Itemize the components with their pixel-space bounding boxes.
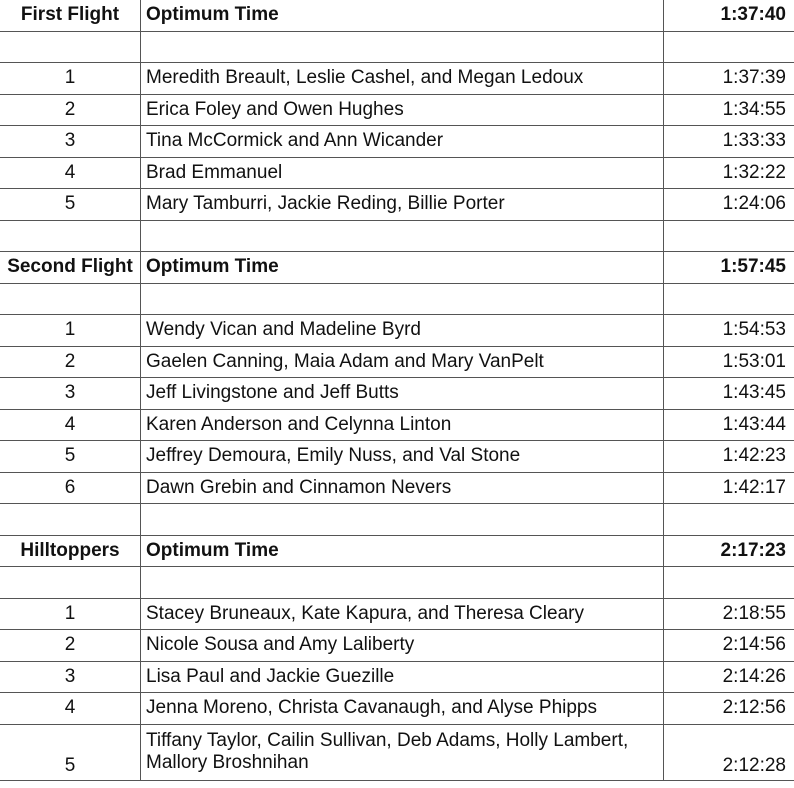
section-header-row xyxy=(0,0,794,32)
place-cell: 5 xyxy=(0,725,141,781)
empty-cell xyxy=(0,221,141,253)
place-cell: 4 xyxy=(0,158,141,190)
empty-cell xyxy=(664,504,794,536)
time-cell: 2:14:26 xyxy=(664,662,794,694)
time-cell: 2:14:56 xyxy=(664,630,794,662)
time-cell: 1:43:45 xyxy=(664,378,794,410)
optimum-time-value: 1:57:45 xyxy=(664,252,794,284)
table-row xyxy=(0,473,794,505)
empty-cell xyxy=(0,504,141,536)
empty-cell xyxy=(664,567,794,599)
team-cell: Brad Emmanuel xyxy=(141,158,664,190)
time-cell: 1:42:23 xyxy=(664,441,794,473)
optimum-time-value: 2:17:23 xyxy=(664,536,794,568)
place-cell: 3 xyxy=(0,378,141,410)
table-row xyxy=(0,410,794,442)
empty-cell xyxy=(664,284,794,316)
team-cell: Mary Tamburri, Jackie Reding, Billie Porter xyxy=(141,189,664,221)
empty-cell xyxy=(141,504,664,536)
optimum-time-label: Optimum Time xyxy=(141,0,664,32)
team-cell: Tina McCormick and Ann Wicander xyxy=(141,126,664,158)
time-cell: 1:24:06 xyxy=(664,189,794,221)
place-cell: 3 xyxy=(0,126,141,158)
time-cell: 2:12:28 xyxy=(664,725,794,781)
empty-cell xyxy=(0,567,141,599)
table-row xyxy=(0,95,794,127)
table-row xyxy=(0,158,794,190)
team-cell: Lisa Paul and Jackie Guezille xyxy=(141,662,664,694)
table-row xyxy=(0,441,794,473)
time-cell: 2:12:56 xyxy=(664,693,794,725)
empty-row xyxy=(0,567,794,599)
flight-name: First Flight xyxy=(0,0,141,32)
team-cell: Dawn Grebin and Cinnamon Nevers xyxy=(141,473,664,505)
empty-cell xyxy=(141,32,664,64)
empty-row xyxy=(0,284,794,316)
table-row xyxy=(0,599,794,631)
table-row xyxy=(0,725,794,781)
time-cell: 2:18:55 xyxy=(664,599,794,631)
empty-cell xyxy=(0,284,141,316)
time-cell: 1:53:01 xyxy=(664,347,794,379)
team-cell: Tiffany Taylor, Cailin Sullivan, Deb Adams, Holly Lambert, Mallory Broshnihan xyxy=(141,725,664,781)
optimum-time-value: 1:37:40 xyxy=(664,0,794,32)
table-row xyxy=(0,189,794,221)
team-cell: Jenna Moreno, Christa Cavanaugh, and Alyse Phipps xyxy=(141,693,664,725)
time-cell: 1:42:17 xyxy=(664,473,794,505)
place-cell: 2 xyxy=(0,95,141,127)
time-cell: 1:54:53 xyxy=(664,315,794,347)
table-row xyxy=(0,347,794,379)
table-row xyxy=(0,630,794,662)
time-cell: 1:37:39 xyxy=(664,63,794,95)
table-row xyxy=(0,693,794,725)
empty-cell xyxy=(0,32,141,64)
section-header-row xyxy=(0,252,794,284)
team-cell: Wendy Vican and Madeline Byrd xyxy=(141,315,664,347)
empty-cell xyxy=(141,221,664,253)
table-row xyxy=(0,315,794,347)
empty-row xyxy=(0,32,794,64)
team-cell: Nicole Sousa and Amy Laliberty xyxy=(141,630,664,662)
team-cell: Karen Anderson and Celynna Linton xyxy=(141,410,664,442)
flight-name: Second Flight xyxy=(0,252,141,284)
place-cell: 1 xyxy=(0,599,141,631)
empty-cell xyxy=(664,221,794,253)
empty-cell xyxy=(141,567,664,599)
time-cell: 1:43:44 xyxy=(664,410,794,442)
place-cell: 2 xyxy=(0,347,141,379)
team-cell: Gaelen Canning, Maia Adam and Mary VanPelt xyxy=(141,347,664,379)
empty-row xyxy=(0,504,794,536)
flight-name: Hilltoppers xyxy=(0,536,141,568)
optimum-time-label: Optimum Time xyxy=(141,252,664,284)
time-cell: 1:34:55 xyxy=(664,95,794,127)
table-row xyxy=(0,378,794,410)
place-cell: 5 xyxy=(0,441,141,473)
time-cell: 1:32:22 xyxy=(664,158,794,190)
team-cell: Jeff Livingstone and Jeff Butts xyxy=(141,378,664,410)
table-row xyxy=(0,126,794,158)
team-cell: Erica Foley and Owen Hughes xyxy=(141,95,664,127)
empty-row xyxy=(0,221,794,253)
place-cell: 4 xyxy=(0,693,141,725)
table-row xyxy=(0,662,794,694)
section-header-row xyxy=(0,536,794,568)
place-cell: 4 xyxy=(0,410,141,442)
empty-cell xyxy=(141,284,664,316)
place-cell: 6 xyxy=(0,473,141,505)
time-cell: 1:33:33 xyxy=(664,126,794,158)
place-cell: 1 xyxy=(0,63,141,95)
place-cell: 5 xyxy=(0,189,141,221)
table-row xyxy=(0,63,794,95)
optimum-time-label: Optimum Time xyxy=(141,536,664,568)
team-cell: Meredith Breault, Leslie Cashel, and Megan Ledoux xyxy=(141,63,664,95)
place-cell: 3 xyxy=(0,662,141,694)
empty-cell xyxy=(664,32,794,64)
team-cell: Jeffrey Demoura, Emily Nuss, and Val Stone xyxy=(141,441,664,473)
place-cell: 1 xyxy=(0,315,141,347)
place-cell: 2 xyxy=(0,630,141,662)
team-cell: Stacey Bruneaux, Kate Kapura, and Theresa Cleary xyxy=(141,599,664,631)
